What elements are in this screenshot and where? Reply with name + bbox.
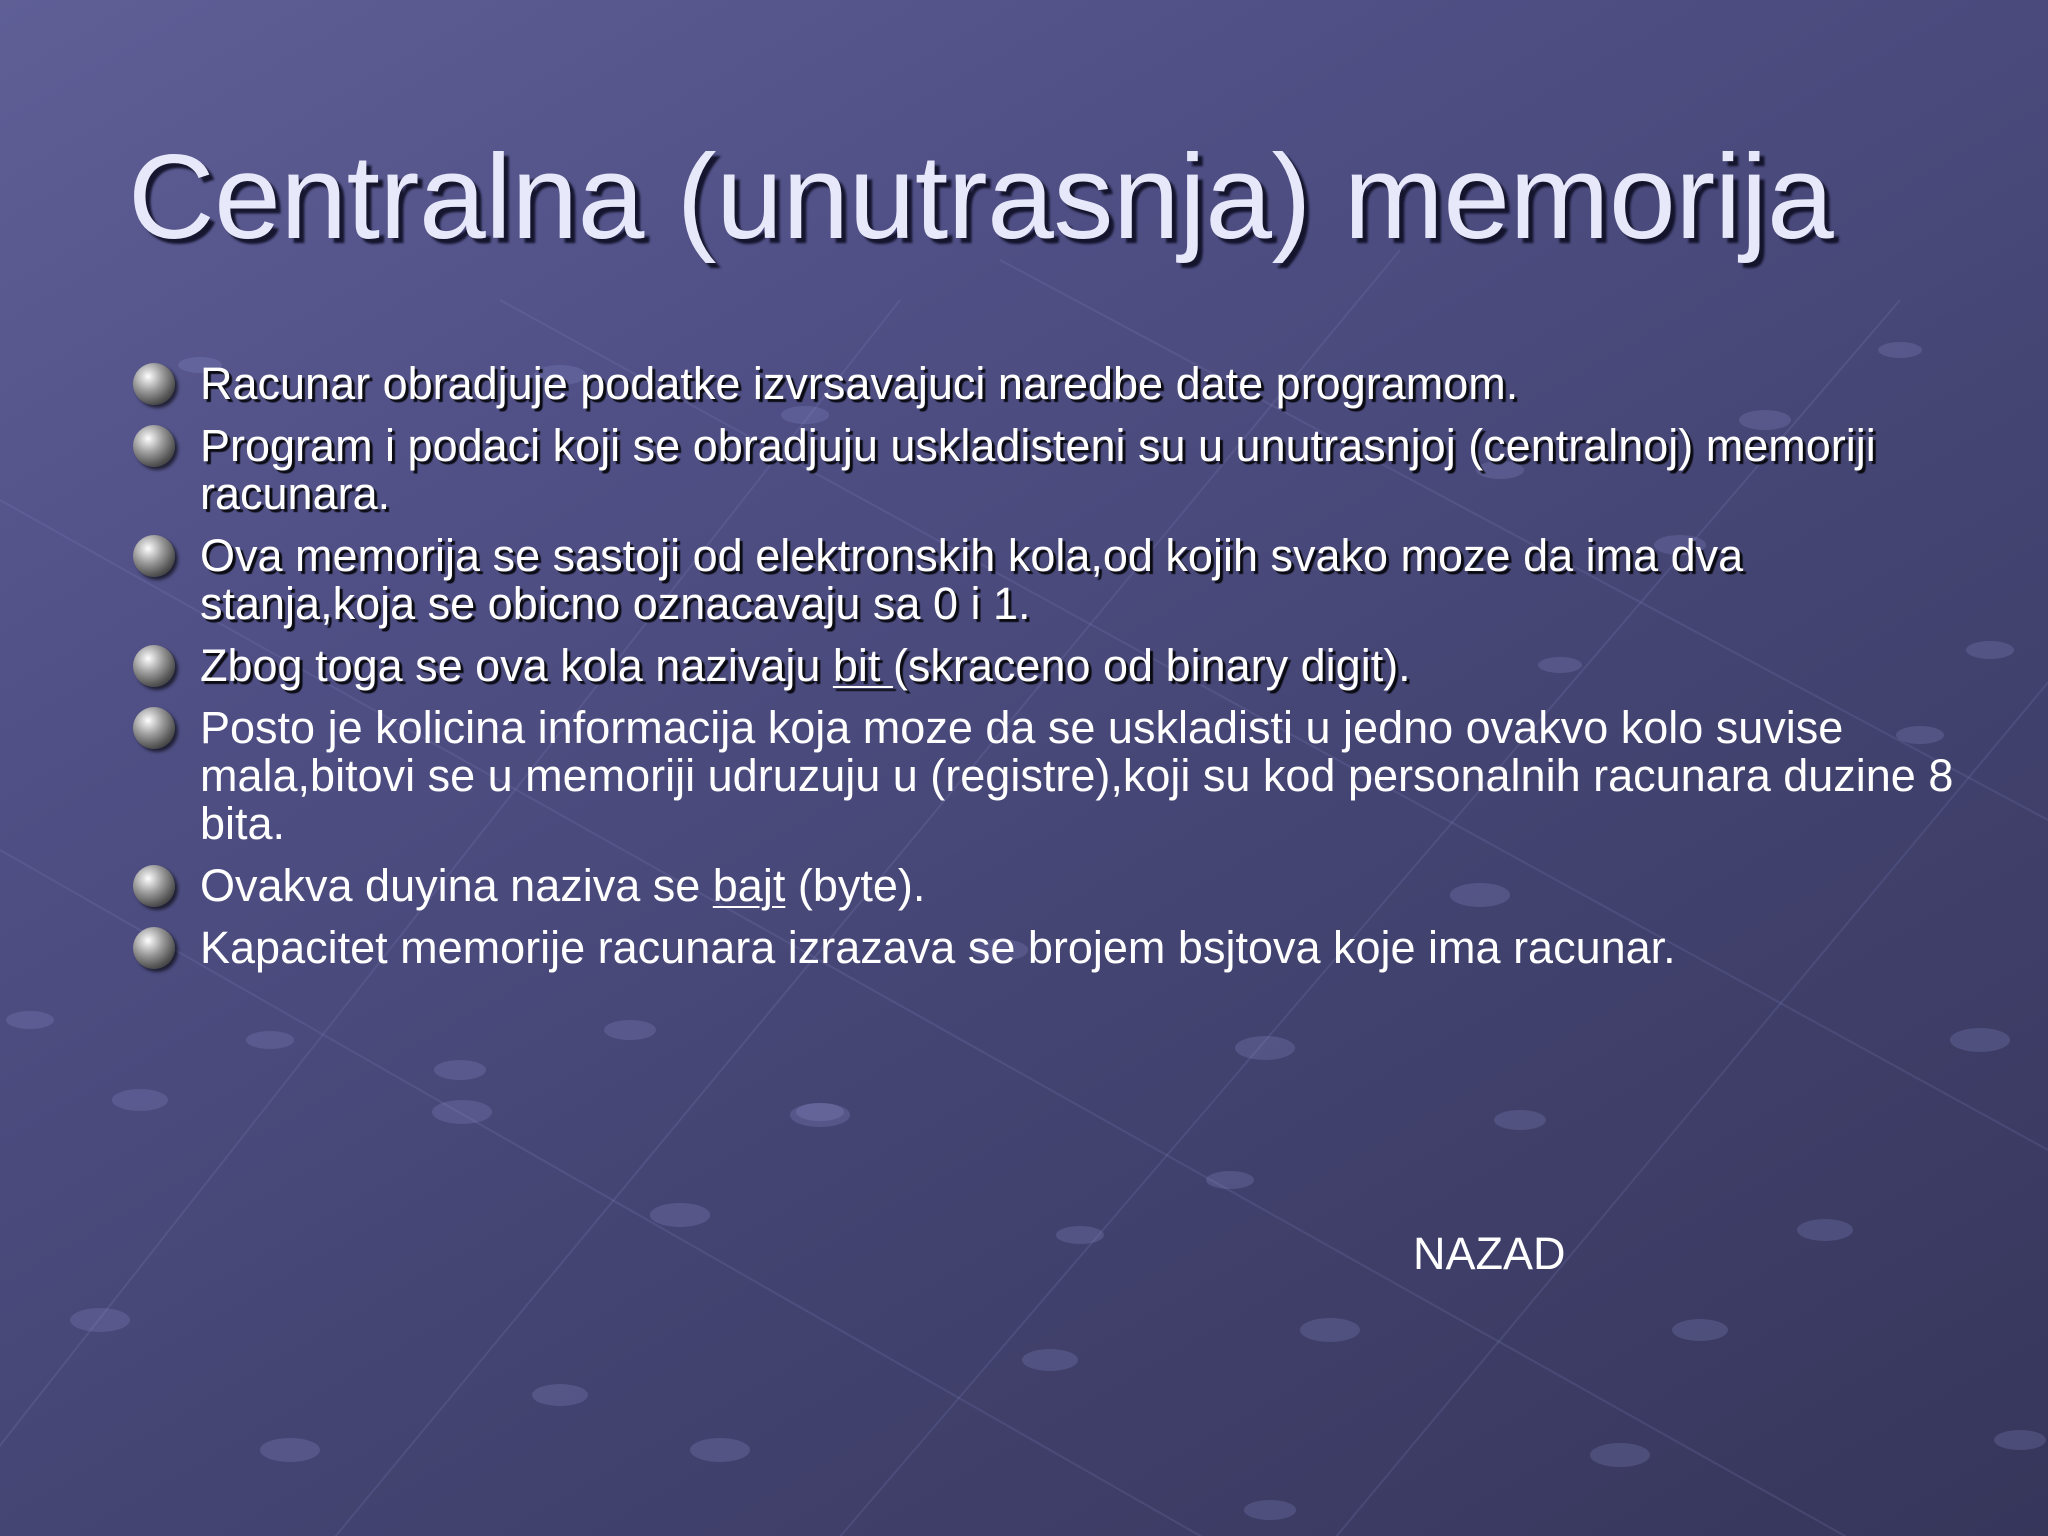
bullet-item (200, 360, 1960, 408)
bullet-item (200, 642, 1960, 690)
bullet-text-after: (byte). (785, 860, 926, 911)
sphere-bullet-icon (133, 645, 175, 687)
bullet-item (200, 532, 1960, 628)
bullet-item (200, 862, 1960, 910)
bullet-text-before: Zbog toga se ova kola nazivaju (200, 640, 833, 691)
sphere-bullet-icon (133, 927, 175, 969)
bullet-text: Program i podaci koji se obradjuju uskladisteni su u unutrasnjoj (centralnoj) memoriji racunara. (200, 420, 1876, 519)
bajt-link[interactable]: bajt (712, 860, 786, 911)
sphere-bullet-icon (133, 535, 175, 577)
sphere-bullet-icon (133, 707, 175, 749)
back-button[interactable]: NAZAD (1413, 1228, 1566, 1279)
bullet-text: Ova memorija se sastoji od elektronskih kola,od kojih svako moze da ima dva stanja,koja se obicno oznacavaju sa 0 i 1. (200, 530, 1744, 629)
bit-link[interactable]: bit (832, 640, 893, 691)
bullet-list (200, 360, 1960, 986)
slide-title: Centralna (unutrasnja) memorija (128, 130, 1834, 264)
bullet-item (200, 422, 1960, 518)
sphere-bullet-icon (133, 425, 175, 467)
bullet-text-after: (skraceno od binary digit). (892, 640, 1411, 691)
bullet-text-before: Ovakva duyina naziva se (200, 860, 713, 911)
bullet-item (200, 924, 1960, 972)
sphere-bullet-icon (133, 865, 175, 907)
bullet-text: Racunar obradjuje podatke izvrsavajuci naredbe date programom. (200, 358, 1519, 409)
bullet-text: Kapacitet memorije racunara izrazava se brojem bsjtova koje ima racunar. (200, 922, 1676, 973)
bullet-text: Posto je kolicina informacija koja moze da se uskladisti u jedno ovakvo kolo suvise mala,bitovi se u memoriji udruzuju u (registre),koji su kod personalnih racunara duzine 8 bita. (200, 702, 1954, 849)
bullet-item (200, 704, 1960, 848)
sphere-bullet-icon (133, 363, 175, 405)
